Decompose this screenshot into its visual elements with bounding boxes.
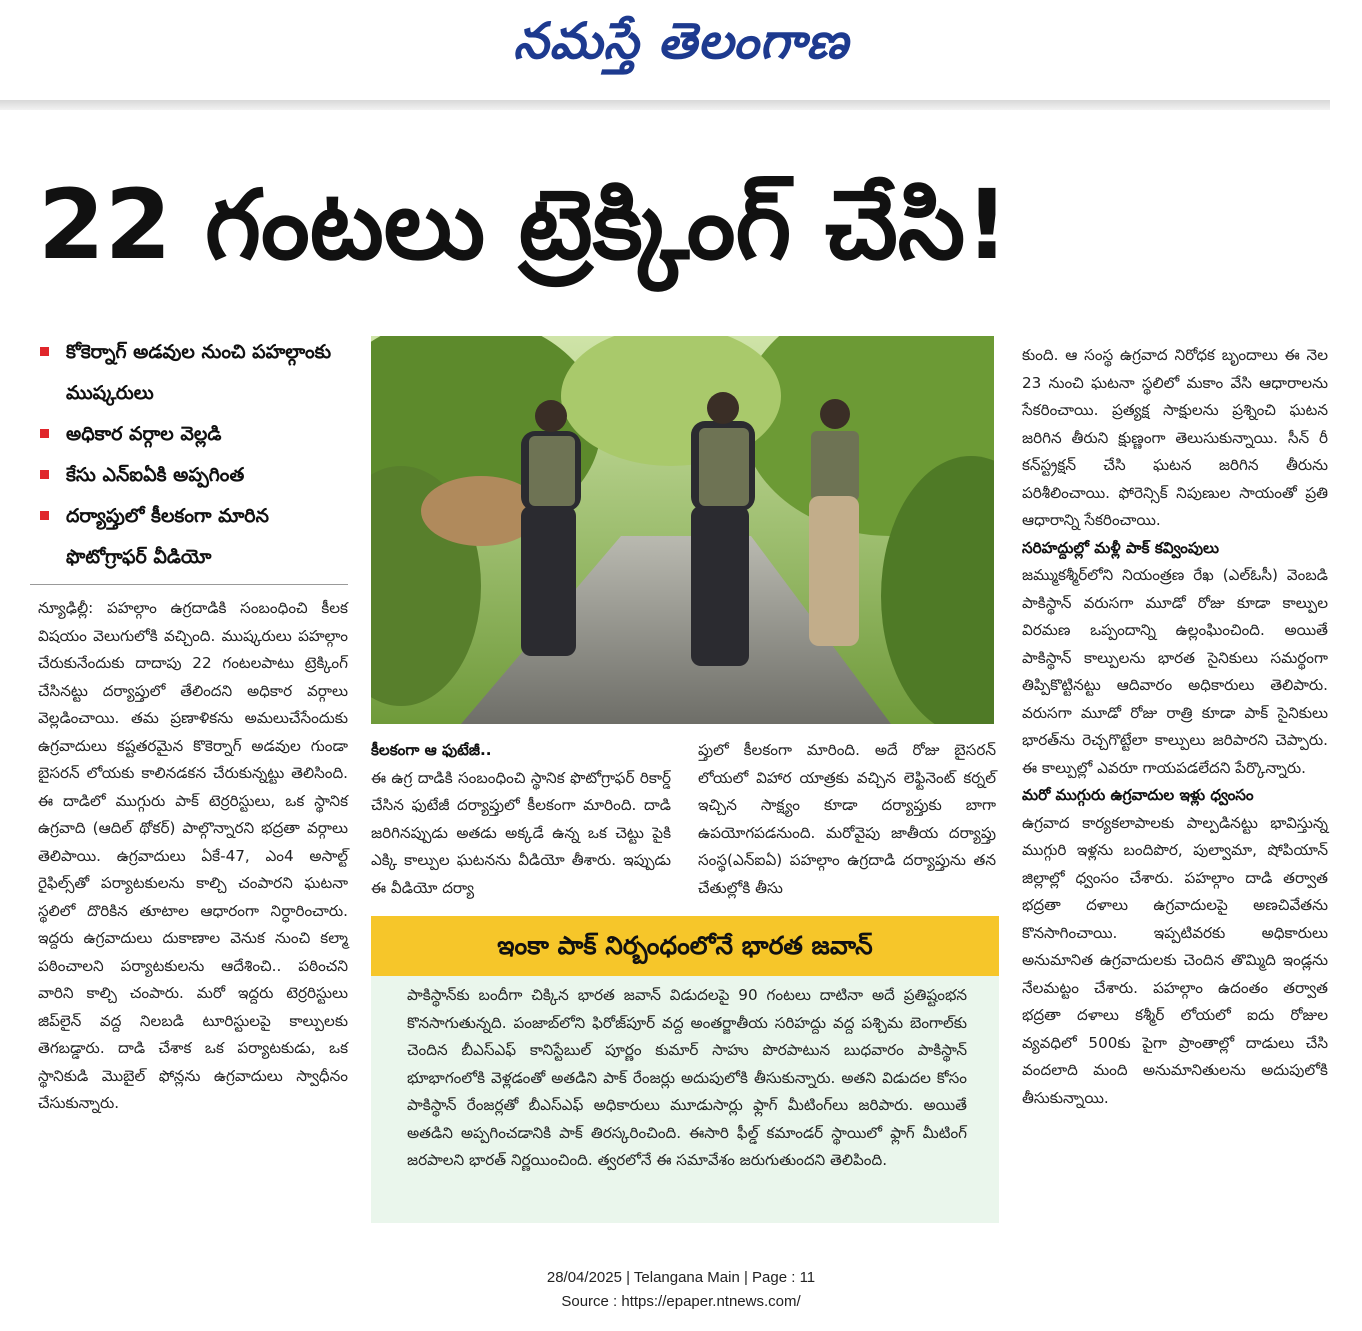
article-paragraph: జమ్ముకశ్మీర్‌లోని నియంత్రణ రేఖ (ఎల్ఓసీ) వెంబడి పాకిస్థాన్ వరుసగా మూడో రోజు కూడా కాల్పుల విరమణ ఒప్పందాన్ని ఉల్లంఘించింది. అయితే పాకిస్థాన్ కాల్పులను భారత సైనికులు సమర్థంగా తిప్పికొట్టినట్టు ఆదివారం అధికారులు తెలిపారు. వరుసగా మూడో రోజు రాత్రి కూడా పాక్ సైనికులు భారత్‌ను రెచ్చగొట్టేలా కాల్పులు జరిపారని చెప్పారు. ఈ కాల్పుల్లో ఎవరూ గాయపడలేదని పేర్కొన్నారు. xyxy=(1022,566,1328,777)
article-column-right xyxy=(1022,342,1328,1112)
highlight-item xyxy=(38,414,348,455)
article-paragraph: ఉగ్రవాద కార్యకలాపాలకు పాల్పడినట్టు భావిస్తున్న ముగ్గురి ఇళ్లను బందిపొర, పుల్వామా, షోపియాన్ జిల్లాల్లో ధ్వంసం చేశారు. పహల్గాం దాడి తర్వాత భద్రతా దళాలు ఉగ్రవాదులపై అణచివేతను కొనసాగించాయి. ఇప్పటివరకు అధికారులు అనుమానిత ఉగ్రవాదులకు చెందిన తొమ్మిది ఇండ్లను నేలమట్టం చేశారు. పహల్గాం ఉదంతం తర్వాత భద్రతా దళాలు కశ్మీర్ లోయలో ఐదు రోజుల వ్యవధిలో 500కు పైగా ప్రాంతాల్లో దాడులు చేసి వందలాది మంది అనుమానితులను అదుపులోకి తీసుకున్నాయి. xyxy=(1022,813,1328,1107)
sidebar-box xyxy=(371,916,999,1223)
section-subhead: సరిహద్దుల్లో మళ్లీ పాక్ కవ్వింపులు xyxy=(1022,538,1220,557)
box-heading: ఇంకా పాక్ నిర్బంధంలోనే భారత జవాన్ xyxy=(371,916,999,976)
masthead-rule xyxy=(0,100,1330,110)
highlight-text: కోకెర్నాగ్ అడవుల నుంచి పహల్గాంకు ముష్కరులు xyxy=(66,341,332,404)
article-column-mid-2 xyxy=(698,737,996,902)
article-column-left xyxy=(38,595,348,1118)
square-bullet-icon xyxy=(40,470,49,479)
square-bullet-icon xyxy=(40,511,49,520)
highlight-item xyxy=(38,332,348,414)
soldiers-patrol-photo xyxy=(371,336,994,724)
article-paragraph: ప్తులో కీలకంగా మారింది. అదే రోజు బైసరన్ లోయలో విహార యాత్రకు వచ్చిన లెఫ్టినెంట్ కర్నల్ ఇచ్చిన సాక్ష్యం కూడా దర్యాప్తుకు బాగా ఉపయోగపడనుంది. మరోవైపు జాతీయ దర్యాప్తు సంస్థ(ఎన్ఐఏ) పహల్గాం ఉగ్రదాడి దర్యాప్తును తన చేతుల్లోకి తీసు xyxy=(698,741,996,897)
highlight-text: కేసు ఎన్ఐఏకి అప్పగింత xyxy=(66,464,245,486)
section-subhead: కీలకంగా ఆ ఫుటేజీ.. xyxy=(371,741,492,759)
headline: 22 గంటలు ట్రెక్కింగ్ చేసి! xyxy=(38,169,1009,281)
highlight-text: అధికార వర్గాల వెల్లడి xyxy=(66,423,222,445)
highlights-list xyxy=(38,332,348,578)
section-subhead: మరో ముగ్గురు ఉగ్రవాదుల ఇళ్లు ధ్వంసం xyxy=(1022,786,1254,804)
square-bullet-icon xyxy=(40,347,49,356)
box-body: పాకిస్థాన్‌కు బందీగా చిక్కిన భారత జవాన్ విడుదలపై 90 గంటలు దాటినా అదే ప్రతిష్టంభన కొనసాగుతున్నది. పంజాబ్‌లోని ఫిరోజ్‌పూర్ వద్ద అంతర్జాతీయ సరిహద్దు వద్ద పశ్చిమ బెంగాల్‌కు చెందిన బీఎస్ఎఫ్ కానిస్టేబుల్ పూర్ణం కుమార్ సాహు పొరపాటున బుధవారం పాకిస్థాన్ భూభాగంలోకి వెళ్లడంతో అతడిని పాక్ రేంజర్లు అదుపులోకి తీసుకున్నారు. అతని విడుదల కోసం పాకిస్థాన్ రేంజర్లతో బీఎస్ఎఫ్ అధికారులు మూడుసార్లు ఫ్లాగ్ మీటింగ్‌లు జరిపారు. అయితే అతడిని అప్పగించడానికి పాక్ తిరస్కరించింది. ఈసారి ఫీల్డ్ కమాండర్ స్థాయిలో ఫ్లాగ్ మీటింగ్ జరపాలని భారత్ నిర్ణయించింది. త్వరలోనే ఈ సమావేశం జరుగుతుందని తెలిపింది. xyxy=(407,986,967,1169)
article-column-mid-1 xyxy=(371,737,671,902)
article-paragraph: ఈ ఉగ్ర దాడికి సంబంధించి స్థానిక ఫొటోగ్రాఫర్ రికార్డ్ చేసిన ఫుటేజీ దర్యాప్తులో కీలకంగా మారింది. దాడి జరిగినప్పుడు అతడు అక్కడే ఉన్న ఒక చెట్టు పైకి ఎక్కి కాల్పుల ఘటనను వీడియో తీశారు. ఇప్పుడు ఈ వీడియో దర్యా xyxy=(371,768,671,897)
column-divider xyxy=(30,584,348,585)
square-bullet-icon xyxy=(40,429,49,438)
highlight-item xyxy=(38,455,348,496)
news-photo xyxy=(371,336,994,724)
edition-info: 28/04/2025 | Telangana Main | Page : 11 xyxy=(546,1269,816,1286)
source-link: Source : https://epaper.ntnews.com/ xyxy=(561,1293,801,1310)
page-footer xyxy=(0,1266,1362,1314)
article-paragraph: న్యూఢిల్లీ: పహల్గాం ఉగ్రదాడికి సంబంధించి కీలక విషయం వెలుగులోకి వచ్చింది. ముష్కరులు పహల్గాం చేరుకునేందుకు దాదాపు 22 గంటలపాటు ట్రెక్కింగ్ చేసినట్టు దర్యాప్తులో తేలిందని అధికార వర్గాలు వెల్లడించాయి. తమ ప్రణాళికను అమలుచేసేందుకు ఉగ్రవాదులు కష్టతరమైన కొకెర్నాగ్ అడవుల గుండా బైసరన్ లోయకు కాలినడకన చేరుకున్నట్టు తెలిసింది. ఈ దాడిలో ముగ్గురు పాక్ టెర్రరిస్టులు, ఒక స్థానిక ఉగ్రవాది (ఆదిల్ థోకర్) పాల్గొన్నారని భద్రతా వర్గాలు తెలిపాయి. ఉగ్రవాదులు ఏకే-47, ఎం4 అసాల్ట్ రైఫిల్స్‌తో పర్యాటకులను కాల్చి చంపారని ఘటనా స్థలిలో దొరికిన తూటాల ఆధారంగా నిర్ధారించారు. ఇద్దరు ఉగ్రవాదులు దుకాణాల వెనుక నుంచి కల్మా పఠించాలని పర్యాటకులను ఆదేశించి.. పఠించని వారిని కాల్చి చంపారు. మరో ఇద్దరు టెర్రరిస్టులు జిప్‌లైన్ వద్ద నిలబడి టూరిస్టులపై కాల్పులకు తెగబడ్డారు. దాడి చేశాక ఒక పర్యాటకుడు, ఒక స్థానికుడి మొబైల్ ఫోన్లను ఉగ్రవాదులు స్వాధీనం చేసుకున్నారు. xyxy=(38,599,348,1112)
newspaper-logo: నమస్తే తెలంగాణ xyxy=(513,11,849,70)
masthead xyxy=(0,0,1362,110)
article-paragraph: కుంది. ఆ సంస్థ ఉగ్రవాద నిరోధక బృందాలు ఈ నెల 23 నుంచి ఘటనా స్థలిలో మకాం వేసి ఆధారాలను సేకరించాయి. ప్రత్యక్ష సాక్షులను ప్రశ్నించి ఘటన జరిగిన తీరుని క్షుణ్ణంగా తెలుసుకున్నాయి. సీన్ రీ కన్‌స్ట్రక్షన్ చేసి ఘటన జరిగిన తీరును పరిశీలించాయి. ఫోరెన్సిక్ నిపుణుల సాయంతో ప్రతి ఆధారాన్ని సేకరించాయి. xyxy=(1022,346,1328,529)
highlight-text: దర్యాప్తులో కీలకంగా మారిన ఫొటోగ్రాఫర్ వీడియో xyxy=(66,505,269,568)
highlight-item xyxy=(38,496,348,578)
